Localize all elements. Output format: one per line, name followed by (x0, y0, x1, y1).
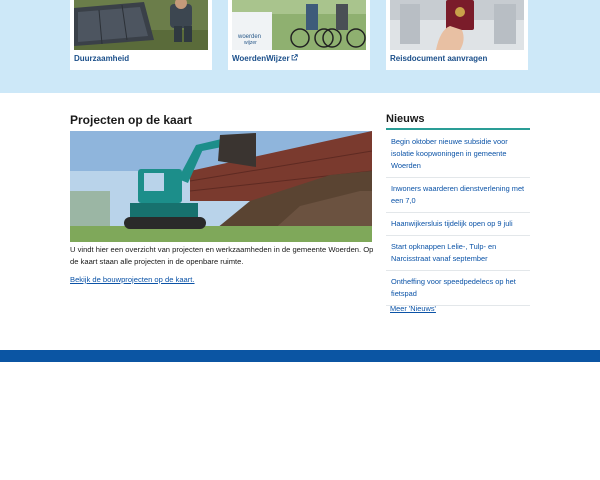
news-item[interactable]: Begin oktober nieuwe subsidie voor isolatie koopwoningen in gemeente Woerden (386, 131, 530, 178)
tile-duurzaamheid[interactable] (70, 0, 212, 70)
passport-image (390, 0, 524, 50)
news-item[interactable]: Ontheffing voor speedpedelecs op het fietspad (386, 271, 530, 306)
projects-map-link[interactable]: Bekijk de bouwprojecten op de kaart. (70, 275, 195, 284)
projects-description: U vindt hier een overzicht van projecten en werkzaamheden in de gemeente Woerden. Op de kaart staan alle projecten in de openbare ruimte. (70, 245, 374, 266)
svg-text:woerden: woerden (238, 34, 262, 40)
footer-bar (0, 350, 600, 362)
news-item[interactable]: Start opknappen Lelie-, Tulp- en Narcisstraat vanaf september (386, 236, 530, 271)
solar-panel-image (74, 0, 208, 50)
news-list (386, 131, 530, 306)
news-title: Nieuws (386, 113, 425, 125)
svg-text:wijzer: wijzer (244, 40, 257, 46)
tile-label[interactable]: Duurzaamheid (74, 54, 130, 63)
news-item[interactable]: Inwoners waarderen dienstverlening met een 7,0 (386, 178, 530, 213)
tile-label[interactable]: Reisdocument aanvragen (390, 54, 488, 63)
projects-title: Projecten op de kaart (70, 113, 193, 127)
tile-woerdenwijzer[interactable] (228, 0, 370, 70)
external-link-icon (291, 54, 298, 61)
tile-reisdocument[interactable] (386, 0, 528, 70)
bicycles-image (232, 0, 366, 50)
tile-label[interactable]: WoerdenWijzer (232, 54, 298, 63)
tiles-band (0, 0, 600, 93)
news-more-link[interactable]: Meer 'Nieuws' (390, 304, 436, 313)
excavator-image (70, 131, 372, 242)
news-item[interactable]: Haanwijkersluis tijdelijk open op 9 juli (386, 213, 530, 236)
news-divider (386, 128, 530, 130)
